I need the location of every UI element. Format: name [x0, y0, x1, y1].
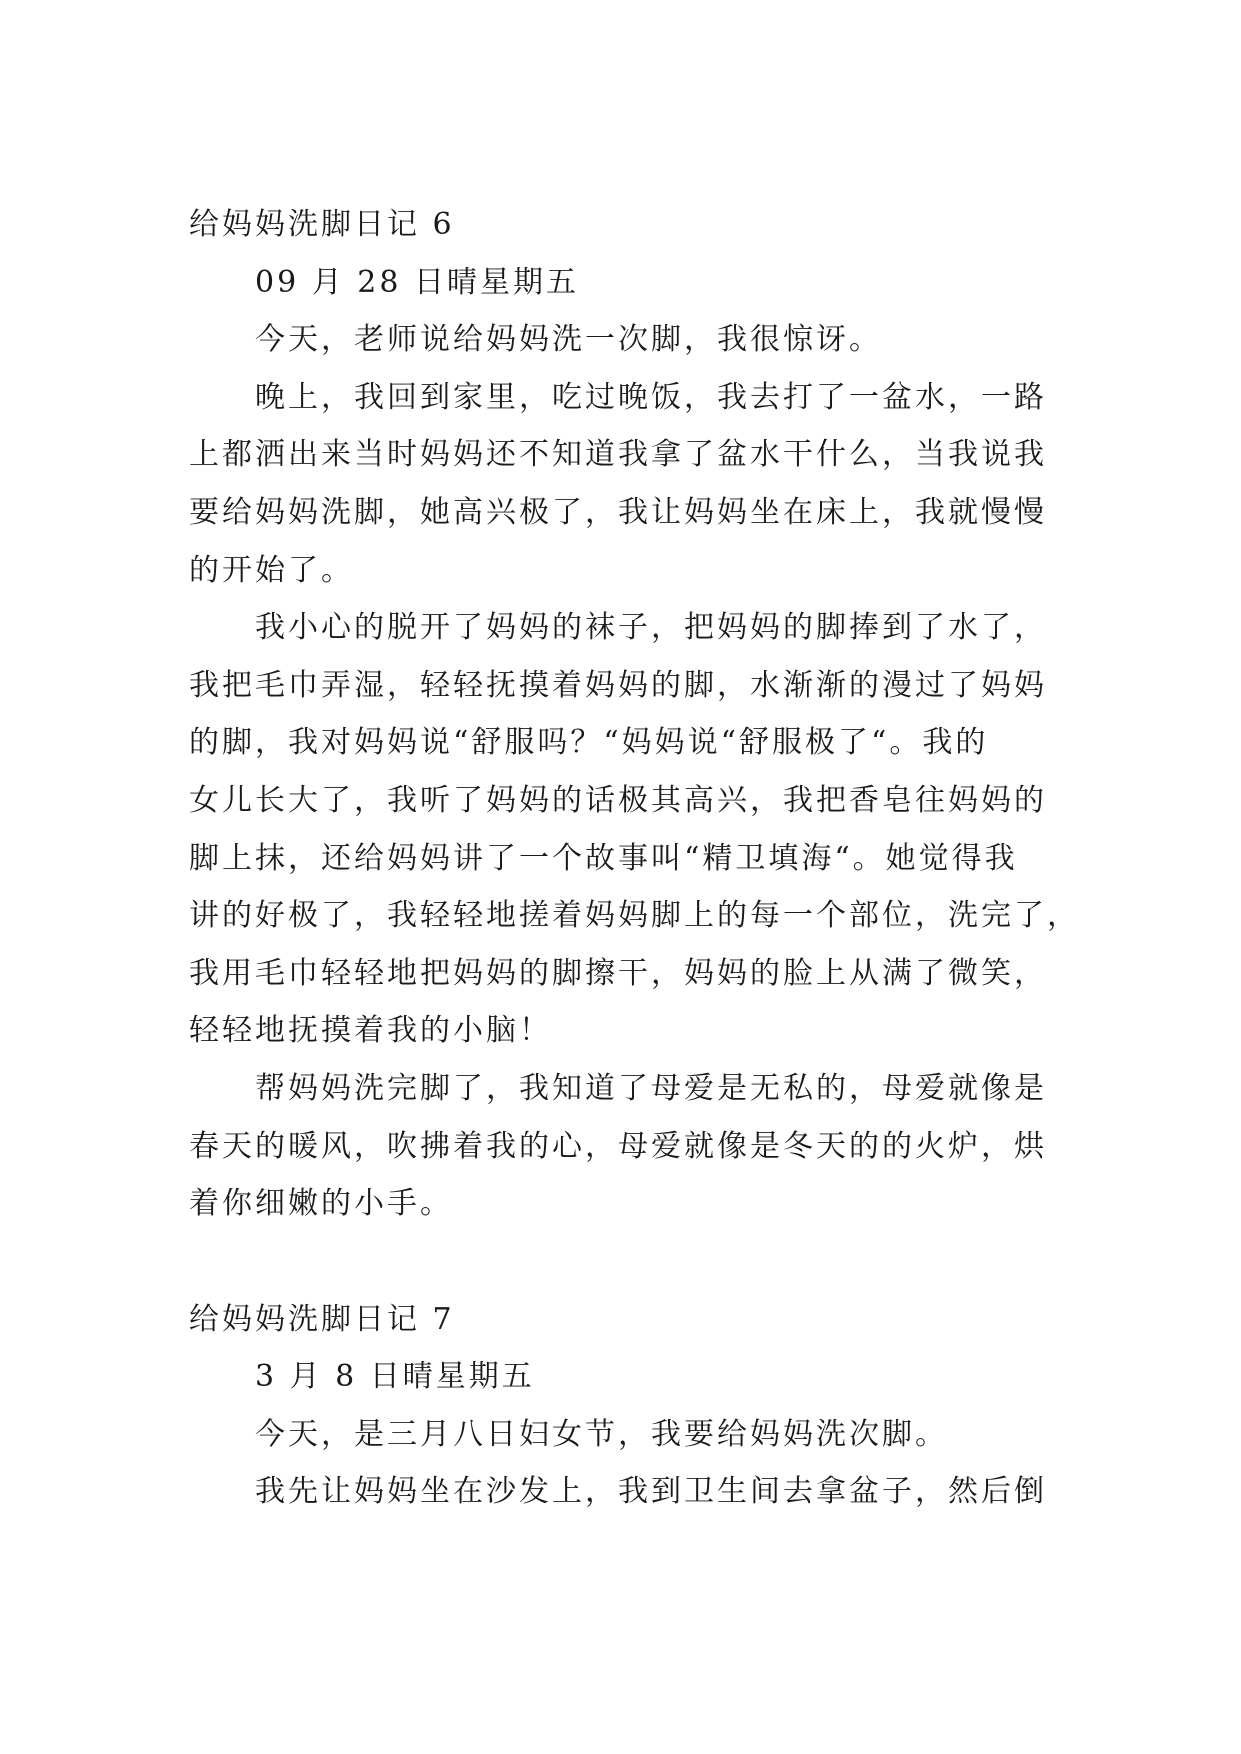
diary-entry-6 [189, 196, 1080, 1233]
paragraph-line: 的开始了。 [189, 552, 354, 588]
paragraph [189, 1060, 1049, 1233]
paragraph-line: 讲的好极了，我轻轻地搓着妈妈脚上的每一个部位，洗完了， [189, 898, 1080, 934]
paragraph-line: 着你细嫩的小手。 [189, 1186, 453, 1222]
diary-entry-7 [189, 1291, 1049, 1521]
document-page [189, 196, 1080, 1521]
paragraph-line: 轻轻地抚摸着我的小脑！ [189, 1013, 552, 1049]
paragraph-line: 女儿长大了，我听了妈妈的话极其高兴，我把香皂往妈妈的 [189, 782, 1047, 818]
paragraph-line: 今天，老师说给妈妈洗一次脚，我很惊讶。 [255, 322, 882, 358]
entry-date: 3 月 8 日晴星期五 [255, 1359, 535, 1395]
entry-separator [189, 1233, 1049, 1291]
paragraph [189, 311, 1049, 369]
entry-date: 09 月 28 日晴星期五 [255, 264, 579, 300]
paragraph-line: 帮妈妈洗完脚了，我知道了母爱是无私的，母爱就像是 [255, 1070, 1047, 1106]
paragraph [189, 1463, 1049, 1521]
paragraph-line: 的脚，我对妈妈说“舒服吗？“妈妈说“舒服极了“。我的 [189, 725, 989, 761]
entry-title: 给妈妈洗脚日记 7 [189, 1301, 455, 1337]
paragraph-line: 晚上，我回到家里，吃过晚饭，我去打了一盆水，一路 [255, 379, 1047, 415]
paragraph-line: 今天，是三月八日妇女节，我要给妈妈洗次脚。 [255, 1416, 948, 1452]
paragraph-line: 要给妈妈洗脚，她高兴极了，我让妈妈坐在床上，我就慢慢 [189, 494, 1047, 530]
paragraph [189, 369, 1049, 599]
paragraph [189, 599, 1080, 1060]
paragraph-line: 脚上抹，还给妈妈讲了一个故事叫“精卫填海“。她觉得我 [189, 840, 1018, 876]
paragraph-line: 我先让妈妈坐在沙发上，我到卫生间去拿盆子，然后倒 [255, 1474, 1047, 1510]
paragraph-line: 春天的暖风，吹拂着我的心，母爱就像是冬天的的火炉，烘 [189, 1128, 1047, 1164]
paragraph-line: 我把毛巾弄湿，轻轻抚摸着妈妈的脚，水渐渐的漫过了妈妈 [189, 667, 1047, 703]
paragraph-line: 我用毛巾轻轻地把妈妈的脚擦干，妈妈的脸上从满了微笑， [189, 955, 1047, 991]
paragraph-line: 我小心的脱开了妈妈的袜子，把妈妈的脚捧到了水了， [255, 610, 1047, 646]
entry-title: 给妈妈洗脚日记 6 [189, 207, 455, 242]
paragraph [189, 1406, 1049, 1464]
paragraph-line: 上都洒出来当时妈妈还不知道我拿了盆水干什么，当我说我 [189, 437, 1047, 473]
